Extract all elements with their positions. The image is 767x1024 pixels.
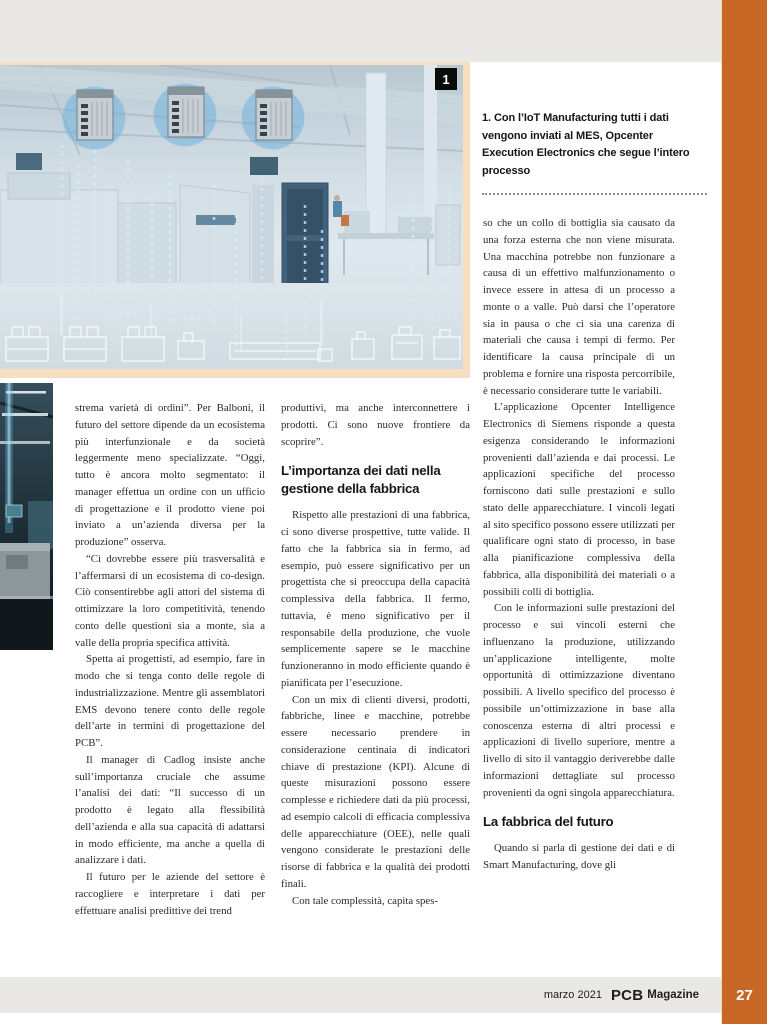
article-paragraph: Con tale complessità, capita spes- (292, 894, 439, 907)
article-paragraph: Rispetto alle prestazioni di una fabbrica, ci sono diverse prospettive, tutte valide. Il fatto che la fabbrica sia in fermo, ad esempio, può essere significativo per un progettista che si preoccupa della capacità complessiva della fabbrica. Il fermo, tuttavia, è meno significativo per il responsabile della produzione, che vuole semplicemente sapere se le macchine funzioneranno in modo efficiente quando è pianificata per l’esecuzione. (281, 509, 470, 689)
footer-brand-suffix: Magazine (647, 989, 699, 1001)
article-paragraph: Quando si parla di gestione dei dati e di Smart Manufacturing, dove gli (483, 842, 675, 871)
figure-number-badge: 1 (435, 68, 457, 90)
section-heading: L’importanza dei dati nella gestione della fabbrica (281, 463, 441, 497)
figure-1-photo (0, 62, 470, 378)
network-device-circles (63, 84, 304, 149)
footer-brand: PCB (610, 986, 644, 1004)
caption-number: 1. (482, 112, 491, 124)
caption-text: Con l’IoT Manufacturing tutti i dati vengono inviati al MES, Opcenter Execution Electronics che segue l’intero processo (482, 112, 690, 177)
article-paragraph: Il futuro per le aziende del settore è raccogliere e interpretare i dati per effettuare analisi predittive dei trend (75, 871, 265, 917)
text-column-1 (75, 400, 265, 956)
figure-caption (482, 110, 707, 195)
article-paragraph: produttivi, ma anche interconnettere i prodotti. Ci sono nuove frontiere da scoprire”. (281, 402, 470, 448)
article-paragraph: Con un mix di clienti diversi, prodotti, fabbriche, linee e macchine, potrebbe essere necessario prendere in considerazione centinaia di indicatori chiave di prestazione (KPI). Alcune di queste misurazioni possono essere complesse e richiedere dati da più processi, ad esempio calcoli di efficacia complessiva delle apparecchiature (OEE), nelle quali vengono considerate le prestazioni delle risorse di fabbrica e la qualità dei prodotti finali. (281, 693, 470, 890)
article-paragraph: strema varietà di ordini”. Per Balboni, il futuro del settore dipende da un ecosistema più interfunzionale e da società leggermente meno specializzate. “Oggi, tutto è ancora molto segmentato: il manager effettua un ordine con un ufficio di progettazione e il prodotto viene poi inviato a un’azienda diversa per la produzione” osserva. (75, 402, 265, 548)
accent-sidebar (721, 0, 767, 1024)
footer-issue-date: marzo 2021 (543, 989, 602, 1001)
foreground-machine (0, 543, 53, 650)
article-paragraph: L’applicazione Opcenter Intelligence Electronics di Siemens risponde a questa esigenza considerando le informazioni provenienti dall’azienda e dai processi. Le applicazioni specifiche del processo forniscono dati sulle prestazioni e sullo stato delle apparecchiature. I vincoli legati al sito specifico possono essere utilizzati per qualificare ogni stato di processo, in base alla pianificazione complessiva della fabbrica, alla disponibilità dei materiali o a possibili colli di bottiglia. (483, 401, 675, 598)
article-paragraph: Spetta ai progettisti, ad esempio, fare in modo che si tenga conto delle regole di industrializzazione. Mentre gli assemblatori EMS devono tenere conto delle regole dell’arte in termini di progettazione del PCB”. (75, 653, 265, 749)
article-paragraph: so che un collo di bottiglia sia causato da una forza esterna che non viene misurata. Una macchina potrebbe non funzionare a causa di un effettivo malfunzionamento o invece essere in attesa di un processo a monte o a valle. Può darsi che l’operatore sia in pausa o che ci sia una carenza di materiali che causa i tempi di fermo. Per identificare la causa principale di un problema e fornire una risposta percorribile, è necessario considerare tutte le variabili. (483, 217, 675, 397)
article-paragraph: “Ci dovrebbe essere più trasversalità e l’affermarsi di un ecosistema di co-design. Ciò consentirebbe agli attori del sistema di ottimizzare la loro competitività, tenendo conto delle questioni sia a monte, sia a valle della propria specifica attività. (75, 552, 265, 649)
page-number: 27 (736, 986, 753, 1004)
dotted-divider (482, 193, 707, 195)
factory-strip-illustration (0, 383, 53, 650)
factory-photo-illustration (0, 65, 463, 369)
article-paragraph: Il manager di Cadlog insiste anche sull’importanza cruciale che assume l’analisi dei dati: “Il successo di un prodotto è legato alla flessibilità dell’azienda e alla sua capacità di adattarsi in modo efficiente, ma anche a quella di analizzare i dati. (75, 753, 265, 867)
text-column-3 (483, 215, 675, 957)
article-paragraph: Con le informazioni sulle prestazioni del processo e sui vincoli esterni che influenzano la produzione, utilizzando un’applicazione intelligente, molte opportunità di ottimizzazione diventano possibili. A livello specifico del processo è possibile un’ottimizzazione in base alla conoscenza esterna di altri processi e applicazioni di livello superiore, mentre a livello di sito il vantaggio deriverebbe dalle informazioni dettagliate sul processo provenienti da ogni singola apparecchiatura. (483, 602, 675, 799)
text-column-2 (281, 400, 470, 956)
top-gray-band (0, 0, 721, 62)
footer (0, 977, 721, 1013)
section-heading: La fabbrica del futuro (483, 814, 614, 830)
secondary-photo (0, 383, 53, 650)
